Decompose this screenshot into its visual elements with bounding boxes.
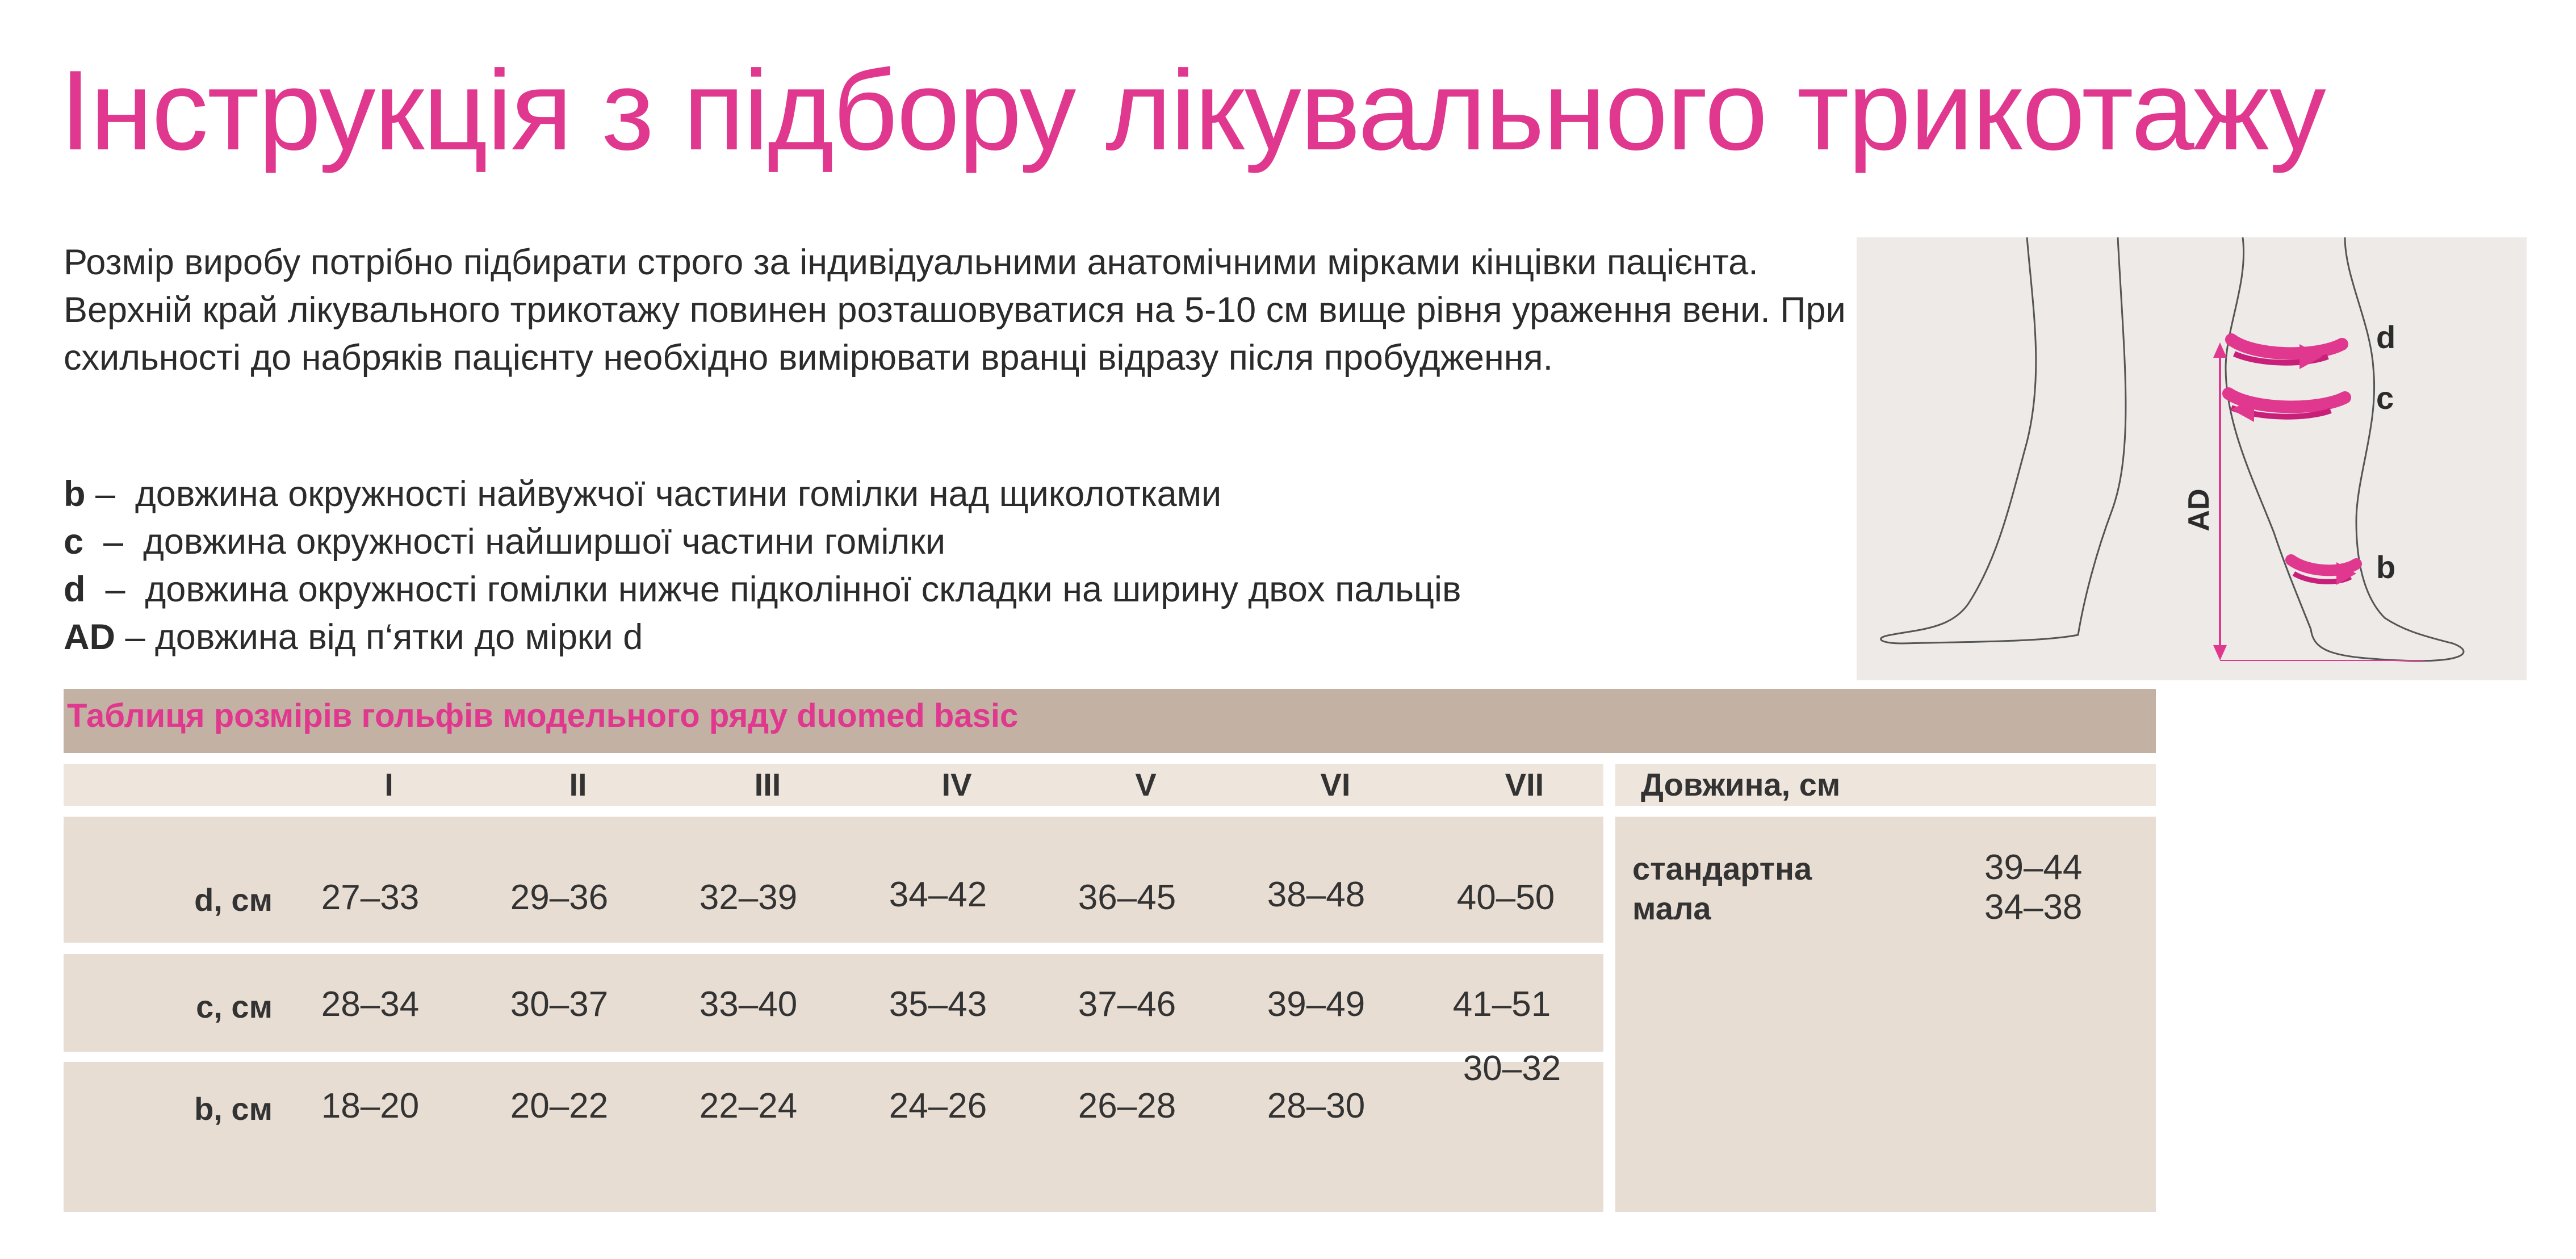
row-label-d: d, см bbox=[194, 882, 273, 918]
measure-b-label: b bbox=[2376, 549, 2396, 585]
ad-arrow-head-bottom bbox=[2213, 645, 2227, 660]
table-title-bar bbox=[64, 689, 2156, 753]
cell-c-vii: 41–51 bbox=[1452, 985, 1551, 1024]
cell-d-iv: 34–42 bbox=[889, 875, 987, 914]
length-name-small: мала bbox=[1632, 890, 1711, 926]
measure-d-label: d bbox=[2376, 319, 2396, 355]
definition-d bbox=[64, 566, 1461, 613]
cell-b-i: 18–20 bbox=[321, 1086, 420, 1126]
cell-d-i: 27–33 bbox=[321, 878, 420, 917]
size-header-vii: VII bbox=[1505, 767, 1544, 802]
cell-d-v: 36–45 bbox=[1078, 878, 1176, 917]
size-header-vi: VI bbox=[1320, 767, 1351, 802]
cell-c-iv: 35–43 bbox=[889, 985, 987, 1024]
cell-c-i: 28–34 bbox=[321, 985, 420, 1024]
definition-key: d bbox=[64, 570, 86, 609]
length-value-standard: 39–44 bbox=[1984, 848, 2083, 887]
cell-c-iii: 33–40 bbox=[699, 985, 798, 1024]
cell-c-v: 37–46 bbox=[1078, 985, 1176, 1024]
measure-c-label: c bbox=[2376, 380, 2394, 416]
cell-b-ii: 20–22 bbox=[510, 1086, 609, 1126]
cell-d-ii: 29–36 bbox=[510, 878, 609, 917]
cell-b-iii: 22–24 bbox=[699, 1086, 798, 1126]
cell-d-vii: 40–50 bbox=[1456, 878, 1555, 917]
cell-c-vi: 39–49 bbox=[1267, 985, 1366, 1024]
definition-separator: – bbox=[85, 474, 136, 514]
intro-paragraph: Розмір виробу потрібно підбирати строго за індивідуальними анатомічними мірками кінцівки пацієнта. Верхній край лікувального трикотажу повинен розташовуватися на 5-10 см вище рівня ураження вени. При схильності до набряків пацієнту необхідно вимірювати вранці відразу після пробудження. bbox=[64, 242, 1846, 378]
right-leg-outline bbox=[2226, 237, 2464, 661]
definition-separator: – bbox=[115, 617, 156, 657]
cell-c-ii: 30–37 bbox=[510, 985, 609, 1024]
cell-d-iii: 32–39 bbox=[699, 878, 798, 917]
definition-key: b bbox=[64, 474, 86, 514]
measure-c-band bbox=[2229, 394, 2345, 422]
definition-key: c bbox=[64, 522, 84, 562]
size-header-v: V bbox=[1135, 767, 1157, 802]
definition-text: довжина окружності гомілки нижче підколінної складки на ширину двох пальців bbox=[145, 570, 1461, 609]
definition-key: AD bbox=[64, 617, 115, 657]
size-header-iv: IV bbox=[941, 767, 972, 802]
row-b-panel bbox=[64, 1062, 1603, 1212]
cell-b-vi: 28–30 bbox=[1267, 1086, 1366, 1126]
definition-text: довжина окружності найвужчої частини гомілки над щиколотками bbox=[135, 474, 1222, 514]
leg-illustration bbox=[1857, 237, 2527, 680]
row-label-c: c, см bbox=[196, 989, 273, 1024]
cell-b-iv: 24–26 bbox=[889, 1086, 987, 1126]
definition-separator: – bbox=[83, 522, 144, 562]
definition-c bbox=[64, 518, 1461, 566]
definition-separator: – bbox=[85, 570, 145, 609]
size-header-ii: II bbox=[569, 767, 587, 802]
ad-label: AD bbox=[2183, 488, 2215, 532]
measure-d-band bbox=[2231, 340, 2342, 369]
definition-ad bbox=[64, 613, 1461, 661]
definitions-list bbox=[64, 470, 1461, 661]
row-label-b: b, см bbox=[194, 1091, 273, 1127]
table-title: Таблиця розмірів гольфів модельного ряду duomed basic bbox=[67, 697, 1019, 734]
length-value-small: 34–38 bbox=[1984, 888, 2083, 927]
cell-b-v: 26–28 bbox=[1078, 1086, 1176, 1126]
size-header-iii: III bbox=[754, 767, 781, 802]
ad-arrow-head-top bbox=[2213, 342, 2227, 358]
definition-b bbox=[64, 470, 1461, 518]
page-title: Інструкція з підбору лікувального трикотажу bbox=[60, 47, 2325, 174]
definition-text: довжина окружності найширшої частини гомілки bbox=[143, 522, 946, 562]
length-name-standard: стандартна bbox=[1632, 851, 1812, 886]
size-header-i: I bbox=[384, 767, 393, 802]
left-leg-outline bbox=[1881, 237, 2126, 643]
cell-b-vii: 30–32 bbox=[1463, 1049, 1561, 1088]
length-header: Довжина, см bbox=[1641, 767, 1841, 802]
measure-b-band bbox=[2291, 560, 2356, 585]
definition-text: довжина від п‘ятки до мірки d bbox=[155, 617, 643, 657]
cell-d-vi: 38–48 bbox=[1267, 875, 1366, 914]
leg-measurement-figure bbox=[1857, 237, 2527, 680]
